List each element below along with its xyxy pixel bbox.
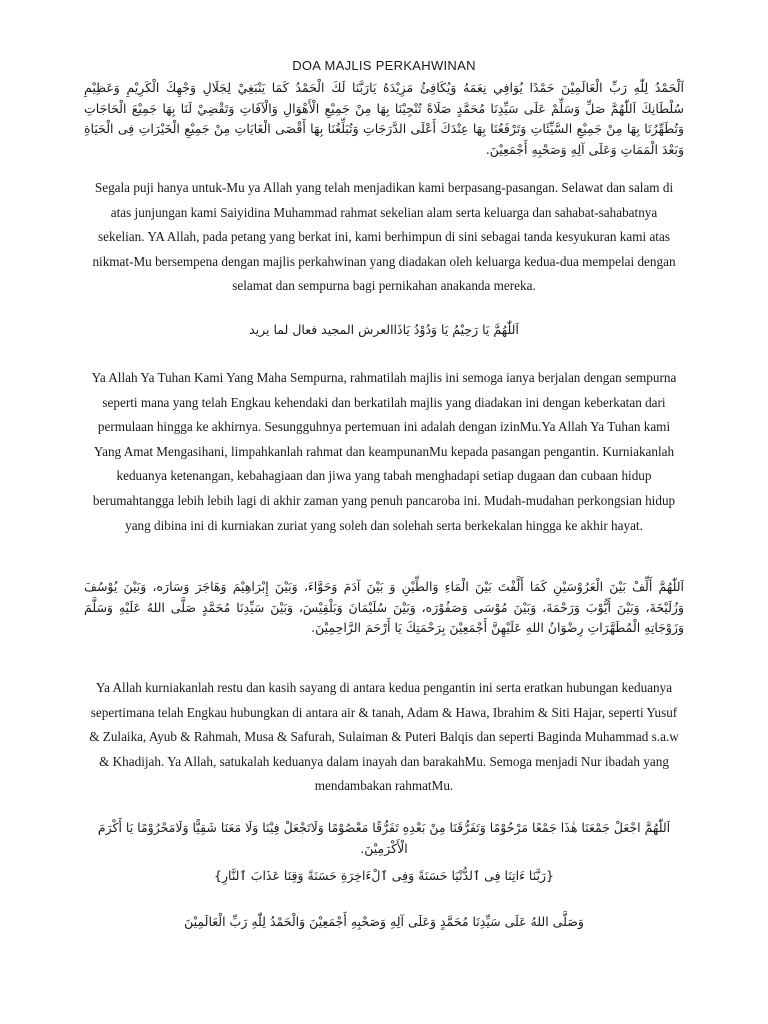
malay-paragraph-1: Segala puji hanya untuk-Mu ya Allah yang telah menjadikan kami berpasang-pasangan. Selawat dan salam di atas junjungan kami Saiyidina Muhammad rahmat sekelian alam serta keluarga dan sahabat-sahabatnya sekelian. YA Allah, pada petang yang berkat ini, kami berhimpun di sini sebagai tanda kesyukuran kami atas nikmat-Mu bersempena dengan majlis perkahwinan yang diadakan oleh keluarga kedua-dua mempelai dengan selamat dan sempurna bagi pernikahan anakanda mereka. xyxy=(92,180,676,294)
malay-paragraph-3: Ya Allah kurniakanlah restu dan kasih sayang di antara kedua pengantin ini serta eratkan hubungan keduanya sepertimana telah Engkau hubungkan di antara air & tanah, Adam & Hawa, Ibrahim & Siti Hajar, seperti Yusuf & Zulaika, Ayub & Rahmah, Musa & Safurah, Sulaiman & Puteri Balqis dan seperti Baginda Muhammad s.a.w & Khadijah. Ya Allah, satukalah keduanya dalam inayah dan barakahMu. Semoga menjadi Nur ibadah yang mendambakan rahmatMu. xyxy=(89,680,679,794)
arabic-invocation: اَللّٰهُمَّ يَا رَحِيْمُ يَا وَدُوْدُ يَاذَاالعرش المجيد فعال لما يريد xyxy=(249,322,519,337)
malay-paragraph-2: Ya Allah Ya Tuhan Kami Yang Maha Sempurna, rahmatilah majlis ini semoga ianya berjalan dengan sempurna seperti mana yang telah Engkau kehendaki dan berkatilah majlis yang diadakan ini dengan keberkatan dari permulaan hingga ke akhirnya. Sesungguhnya pertemuan ini adalah dengan izinMu.Ya Allah Ya Tuhan kami Yang Amat Mengasihani, limpahkanlah rahmat dan keampunanMu kepada pasangan pengantin. Kurniakanlah keduanya ketenangan, kebahagiaan dan jiwa yang tabah menghadapi setiap dugaan dan cubaan hidup berumahtangga lebih lebih lagi di akhir zaman yang penuh pancaroba ini. Mudah-mudahan perkongsian hidup yang dibina ini di kurniakan zuriat yang soleh dan solehah serta berkekalan hingga ke akhir hayat. xyxy=(91,370,677,533)
arabic-opening-prayer: اَلْحَمْدُ لِلّٰهِ رَبِّ الْعَالَمِيْنَ حَمْدًا يُوَافِي نِعَمَهُ وَيُكَافِئُ مَزِيْدَهُ يَارَبَّنَا لَكَ الْحَمْدُ كَمَا يَنْبَغِيْ لِجَلَالِ وَجْهِكَ الْكَرِيْمِ وَعَظِيْمِ سُلْطَانِكَ اَللّٰهُمَّ صَلِّ وَسَلِّمْ عَلَى سَيِّدِنَا مُحَمَّدٍ صَلَاةً تُنْجِيْنَا بِهَا مِنْ جَمِيْعِ الْأَهْوَالِ وَالْآفَاتِ وَتَقْضِيْ لَنَا بِهَا جَمِيْعَ الْحَاجَاتِ وَتُطَهِّرُنَا بِهَا مِنْ جَمِيْعِ السَّيِّئَاتِ وَتَرْفَعُنَا بِهَا عِنْدَكَ أَعْلَى الدَّرَجَاتِ وَتُبَلِّغُنَا بِهَا أَقْصَى الْغَايَاتِ مِنْ جَمِيْعِ الْخَيْرَاتِ فِى الْحَيَاةِ وَبَعْدَ الْمَمَاتِ وَعَلَى آلِهِ وَصَحْبِهِ أَجْمَعِيْنَ. xyxy=(84,80,684,157)
document-title: DOA MAJLIS PERKAHWINAN xyxy=(292,58,476,73)
arabic-gathering-prayer: اَللّٰهُمَّ اجْعَلْ جَمْعَنَا هٰذَا جَمْعًا مَرْحُوْمًا وَتَفَرُّقَنَا مِنْ بَعْدِهِ تَفَرُّقًا مَعْصُوْمًا وَلَاتَجْعَلْ فِيْنَا وَلَا مَعَنَا شَقِيًّا وَلَامَحْرُوْمًا يَا أَكْرَمَ الْأَكْرَمِيْنَ. xyxy=(97,820,671,856)
arabic-quran-verse: {رَبَّنَا ءَاتِنَا فِى ٱلدُّنْيَا حَسَنَةً وَفِى ٱلْءَاخِرَةِ حَسَنَةً وَقِنَا عَذَابَ ٱلنَّارِ} xyxy=(214,868,554,883)
arabic-union-prayer: اَللّٰهُمَّ أَلِّفْ بَيْنَ الْعَرُوْسَيْنِ كَمَا أَلَّفْتَ بَيْنَ الْمَاءِ وَالطِّيْنِ وَ بَيْنَ آدَمَ وَحَوَّاءَ، وَبَيْنَ إِبْرَاهِيْمَ وَهَاجَرَ وَسَارَه، وَبَيْنَ يُوْسُفَ وَزُلَيْخَةَ، وَبَيْنَ أَيُّوْبَ وَرَحْمَةَ، وَبَيْنَ مُوْسَى وَصَفُوْرَه، وَبَيْنَ سُلَيْمَانَ وَبَلْقِيْسَ، وَبَيْنَ سَيِّدِنَا مُحَمَّدٍ صَلَّى اللهُ عَلَيْهِ وَسَلَّمَ وَزَوْجَاتِهِ الْمُطَهَّرَاتِ رِضْوَانُ اللهِ عَلَيْهِنَّ أَجْمَعِيْنَ بِرَحْمَتِكَ يَا أَرْحَمَ الرَّاحِمِيْنَ. xyxy=(84,579,684,635)
arabic-closing-salawat: وَصَلَّى اللهُ عَلَى سَيِّدِنَا مُحَمَّدٍ وَعَلَى آلِهِ وَصَحْبِهِ أَجْمَعِيْنَ وَالْحَمْدُ لِلّٰهِ رَبِّ الْعَالَمِيْنَ xyxy=(184,914,584,929)
